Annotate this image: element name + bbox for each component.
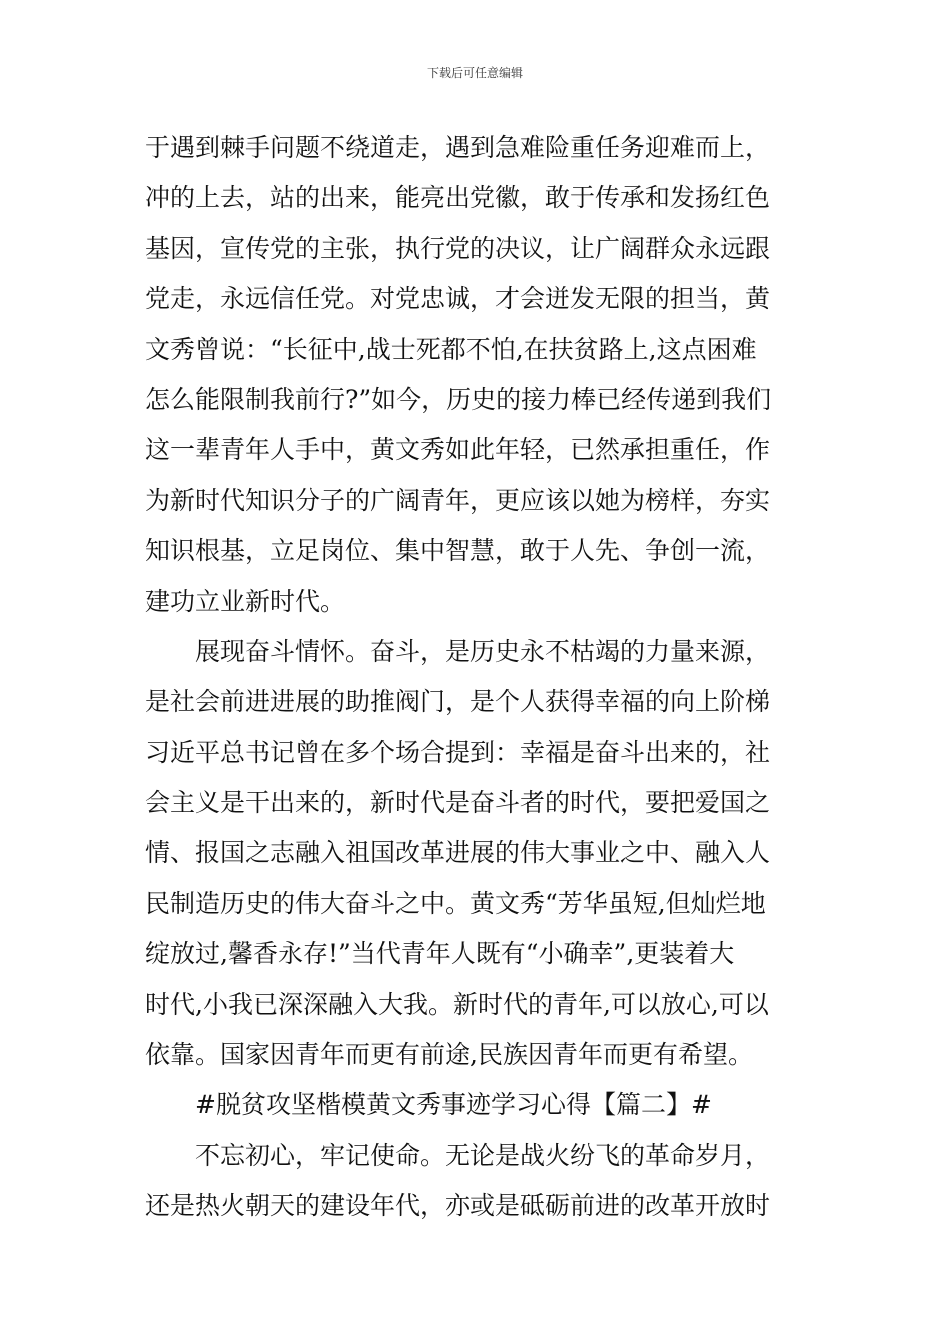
text-line: 基因，宣传党的主张，执行党的决议，让广阔群众永远跟	[145, 233, 771, 263]
text-line: 还是热火朝天的建设年代，亦或是砥砺前进的改革开放时	[145, 1191, 771, 1221]
text-line: 依靠。国家因青年而更有前途,民族因青年而更有希望。	[145, 1040, 753, 1070]
text-line: 于遇到棘手问题不绕道走，遇到急难险重任务迎难而上，	[145, 133, 771, 162]
text-line: 会主义是干出来的，新时代是奋斗者的时代，要把爱国之	[145, 788, 771, 818]
text-line: 习近平总书记曾在多个场合提到：幸福是奋斗出来的，社	[145, 737, 771, 767]
paragraph-first-line: 展现奋斗情怀。奋斗，是历史永不枯竭的力量来源，	[195, 636, 771, 666]
text-line: 党走，永远信任党。对党忠诚，才会迸发无限的担当，黄	[145, 284, 771, 314]
text-line: 时代,小我已深深融入大我。新时代的青年,可以放心,可以	[145, 989, 769, 1019]
text-line: 建功立业新时代。	[145, 586, 346, 616]
text-line: 怎么能限制我前行?”如今，历史的接力棒已经传递到我们	[145, 384, 772, 414]
text-line: 是社会前进进展的助推阀门，是个人获得幸福的向上阶梯	[145, 687, 771, 717]
text-line: 情、报国之志融入祖国改革进展的伟大事业之中、融入人	[145, 838, 771, 868]
paragraph-first-line: 不忘初心，牢记使命。无论是战火纷飞的革命岁月，	[195, 1140, 771, 1170]
text-line: 绽放过,馨香永存!”当代青年人既有“小确幸”,更装着大	[145, 939, 735, 969]
page-header: 下载后可任意编辑	[426, 66, 523, 80]
text-line: 知识根基，立足岗位、集中智慧，敢于人先、争创一流，	[145, 536, 771, 566]
body-text	[145, 123, 810, 1232]
text-line: 这一辈青年人手中，黄文秀如此年轻，已然承担重任，作	[145, 435, 771, 465]
text-line: 民制造历史的伟大奋斗之中。黄文秀“芳华虽短,但灿烂地	[145, 888, 766, 918]
text-line: 为新时代知识分子的广阔青年，更应该以她为榜样，夯实	[145, 485, 771, 515]
section-heading: #脱贫攻坚楷模黄文秀事迹学习心得【篇二】#	[195, 1090, 712, 1120]
text-line: 冲的上去，站的出来，能亮出党徽，敢于传承和发扬红色	[145, 183, 771, 213]
text-line: 文秀曾说：“长征中,战士死都不怕,在扶贫路上,这点困难	[145, 334, 757, 364]
